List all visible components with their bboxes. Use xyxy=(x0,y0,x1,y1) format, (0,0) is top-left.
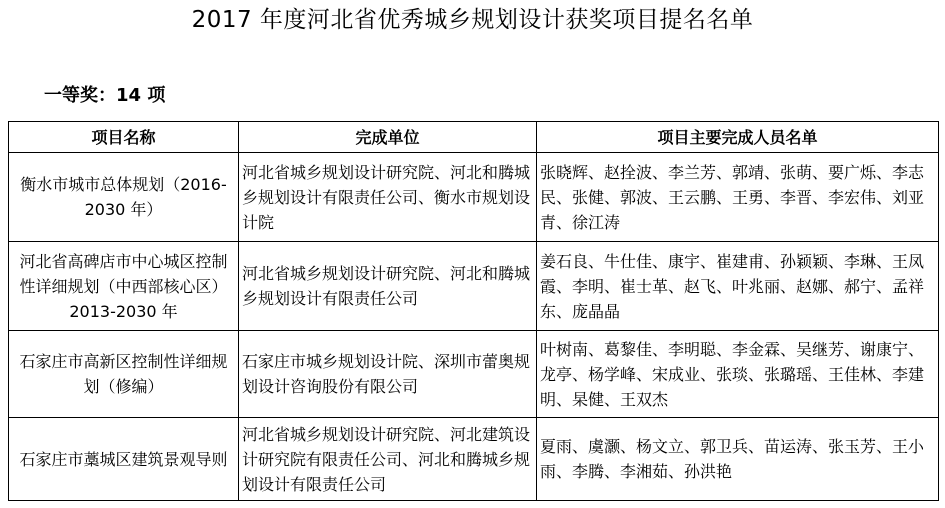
header-main-personnel: 项目主要完成人员名单 xyxy=(537,122,939,153)
completing-unit-cell: 石家庄市城乡规划设计院、深圳市蕾奥规划设计咨询股份有限公司 xyxy=(239,331,537,418)
table-row xyxy=(9,331,939,418)
completing-unit-cell: 河北省城乡规划设计研究院、河北和腾城乡规划设计有限责任公司、衡水市规划设计院 xyxy=(239,153,537,242)
nominees-table xyxy=(8,121,939,501)
header-project-name: 项目名称 xyxy=(9,122,239,153)
header-completing-unit: 完成单位 xyxy=(239,122,537,153)
table-row xyxy=(9,242,939,331)
completing-unit-cell: 河北省城乡规划设计研究院、河北和腾城乡规划设计有限责任公司 xyxy=(239,242,537,331)
personnel-cell: 叶树南、葛黎佳、李明聪、李金霖、吴继芳、谢康宁、龙亭、杨学峰、宋成业、张琰、张璐瑶、王佳林、李建明、杲健、王双杰 xyxy=(537,331,939,418)
personnel-cell: 夏雨、虞灏、杨文立、郭卫兵、苗运涛、张玉芳、王小雨、李腾、李湘茹、孙洪艳 xyxy=(537,418,939,501)
project-name-cell: 石家庄市高新区控制性详细规划（修编） xyxy=(9,331,239,418)
table-header-row xyxy=(9,122,939,153)
award-heading: 一等奖：14 项 xyxy=(44,85,166,106)
completing-unit-cell: 河北省城乡规划设计研究院、河北建筑设计研究院有限责任公司、河北和腾城乡规划设计有限责任公司 xyxy=(239,418,537,501)
personnel-cell: 张晓辉、赵拴波、李兰芳、郭靖、张萌、要广烁、李志民、张健、郭波、王云鹏、王勇、李晋、李宏伟、刘亚青、徐江涛 xyxy=(537,153,939,242)
project-name-cell: 石家庄市藁城区建筑景观导则 xyxy=(9,418,239,501)
project-name-cell: 衡水市城市总体规划（2016-2030 年） xyxy=(9,153,239,242)
personnel-cell: 姜石良、牛仕佳、康宇、崔建甫、孙颖颖、李琳、王凤霞、李明、崔士革、赵飞、叶兆丽、赵娜、郝宁、孟祥东、庞晶晶 xyxy=(537,242,939,331)
project-name-cell: 河北省高碑店市中心城区控制性详细规划（中西部核心区）2013-2030 年 xyxy=(9,242,239,331)
document-title: 2017 年度河北省优秀城乡规划设计获奖项目提名名单 xyxy=(191,7,754,33)
table-row xyxy=(9,418,939,501)
table-row xyxy=(9,153,939,242)
